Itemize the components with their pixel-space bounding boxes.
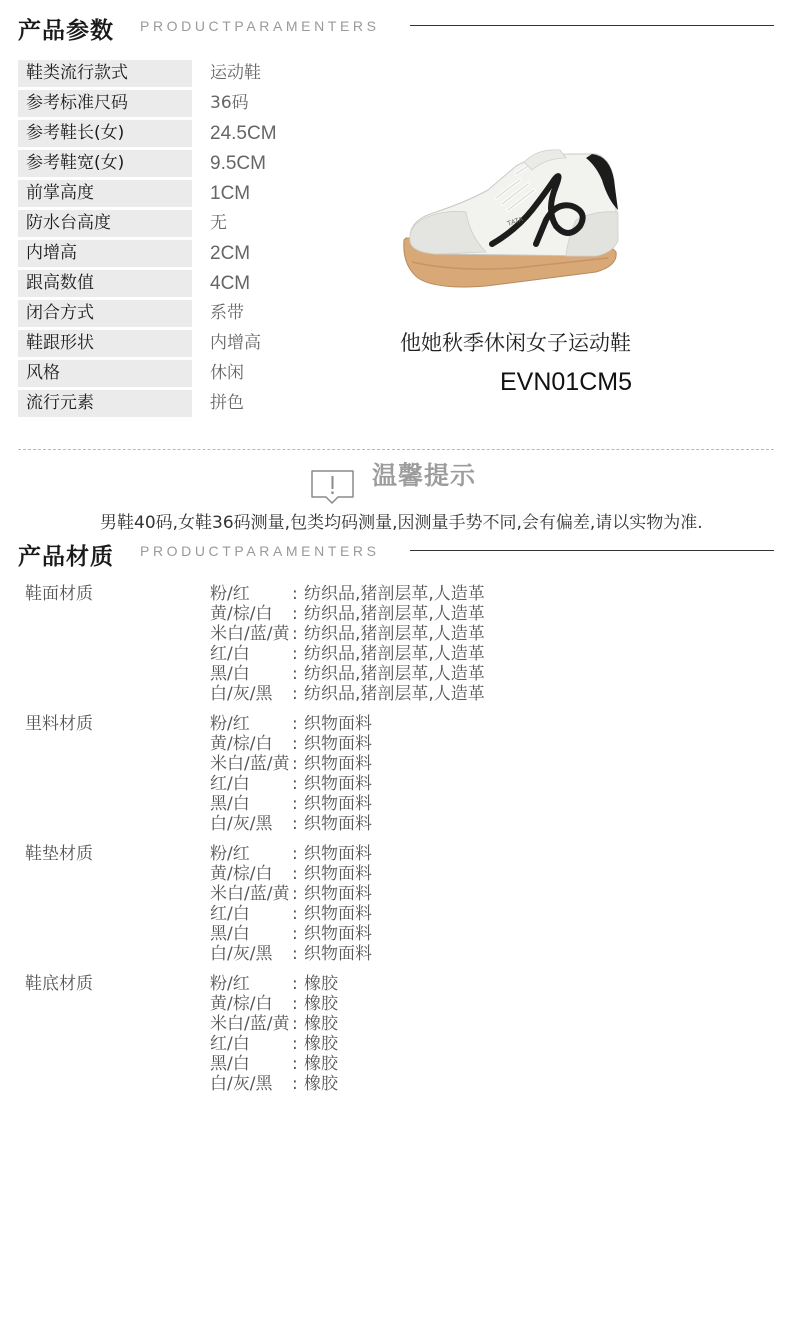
material-color: 米白/蓝/黄	[210, 624, 290, 644]
material-row	[210, 974, 338, 994]
material-value: 橡胶	[304, 1014, 338, 1034]
params-table	[18, 60, 398, 420]
params-section-rule	[410, 25, 774, 26]
material-color: 米白/蓝/黄	[210, 1014, 290, 1034]
material-row	[210, 1074, 338, 1094]
material-separator: :	[292, 814, 298, 834]
material-color: 黑/白	[210, 664, 250, 684]
material-color: 粉/红	[210, 584, 250, 604]
material-separator: :	[292, 994, 298, 1014]
param-row	[18, 90, 398, 120]
material-row	[210, 734, 372, 754]
material-value: 橡胶	[304, 1034, 338, 1054]
param-key: 参考标准尺码	[18, 90, 192, 117]
materials-section-subtitle: PRODUCTPARAMENTERS	[140, 543, 380, 559]
shoe-brand-text: TATA	[506, 216, 525, 228]
material-color: 黑/白	[210, 794, 250, 814]
material-color: 黄/棕/白	[210, 734, 273, 754]
material-separator: :	[292, 1014, 298, 1034]
material-separator: :	[292, 754, 298, 774]
param-row	[18, 60, 398, 90]
material-row	[210, 904, 372, 924]
param-value: 24.5CM	[210, 123, 277, 144]
material-separator: :	[292, 944, 298, 964]
material-separator: :	[292, 774, 298, 794]
material-row	[210, 1054, 338, 1074]
tip-text: 男鞋40码,女鞋36码测量,包类均码测量,因测量手势不同,会有偏差,请以实物为准.	[100, 513, 703, 533]
param-row	[18, 120, 398, 150]
material-row	[210, 754, 372, 774]
product-name: 他她秋季休闲女子运动鞋	[400, 331, 631, 355]
material-color: 红/白	[210, 774, 250, 794]
material-row	[210, 584, 485, 604]
param-value: 36码	[210, 93, 249, 113]
material-label: 鞋垫材质	[25, 844, 93, 864]
material-separator: :	[292, 604, 298, 624]
materials-list	[25, 584, 585, 1104]
material-row	[210, 714, 372, 734]
material-color: 白/灰/黑	[210, 684, 273, 704]
material-value: 纺织品,猪剖层革,人造革	[304, 624, 485, 644]
material-value: 纺织品,猪剖层革,人造革	[304, 604, 485, 624]
material-row	[210, 774, 372, 794]
param-value: 休闲	[210, 363, 244, 383]
material-value: 织物面料	[304, 924, 372, 944]
param-row	[18, 240, 398, 270]
dashed-divider	[18, 449, 774, 450]
material-value: 织物面料	[304, 904, 372, 924]
material-separator: :	[292, 884, 298, 904]
material-value: 织物面料	[304, 714, 372, 734]
material-group	[25, 714, 585, 844]
param-key: 风格	[18, 360, 192, 387]
material-value: 织物面料	[304, 754, 372, 774]
param-key: 跟高数值	[18, 270, 192, 297]
material-row	[210, 924, 372, 944]
material-separator: :	[292, 924, 298, 944]
param-row	[18, 150, 398, 180]
params-section-subtitle: PRODUCTPARAMENTERS	[140, 18, 380, 34]
material-color: 黄/棕/白	[210, 604, 273, 624]
param-value: 拼色	[210, 393, 244, 413]
material-value: 织物面料	[304, 944, 372, 964]
material-color: 黑/白	[210, 1054, 250, 1074]
material-color: 粉/红	[210, 714, 250, 734]
material-color: 红/白	[210, 644, 250, 664]
param-value: 内增高	[210, 333, 261, 353]
param-key: 鞋跟形状	[18, 330, 192, 357]
material-color: 粉/红	[210, 974, 250, 994]
param-value: 4CM	[210, 273, 251, 294]
material-value: 织物面料	[304, 734, 372, 754]
material-row	[210, 644, 485, 664]
param-key: 前掌高度	[18, 180, 192, 207]
material-separator: :	[292, 794, 298, 814]
param-key: 内增高	[18, 240, 192, 267]
material-color: 黄/棕/白	[210, 994, 273, 1014]
param-row	[18, 300, 398, 330]
materials-section-title: 产品材质	[18, 544, 114, 570]
material-label: 鞋底材质	[25, 974, 93, 994]
param-key: 防水台高度	[18, 210, 192, 237]
material-value: 橡胶	[304, 1074, 338, 1094]
material-value: 橡胶	[304, 1054, 338, 1074]
shoe-image	[396, 140, 626, 300]
material-row	[210, 994, 338, 1014]
param-value: 9.5CM	[210, 153, 266, 174]
material-value: 织物面料	[304, 794, 372, 814]
material-row	[210, 1034, 338, 1054]
material-separator: :	[292, 1074, 298, 1094]
material-label: 鞋面材质	[25, 584, 93, 604]
material-group	[25, 584, 585, 714]
material-color: 米白/蓝/黄	[210, 884, 290, 904]
material-color: 黄/棕/白	[210, 864, 273, 884]
material-color: 白/灰/黑	[210, 944, 273, 964]
material-separator: :	[292, 864, 298, 884]
param-value: 2CM	[210, 243, 251, 264]
material-value: 橡胶	[304, 974, 338, 994]
param-row	[18, 330, 398, 360]
material-row	[210, 884, 372, 904]
material-color: 粉/红	[210, 844, 250, 864]
material-separator: :	[292, 624, 298, 644]
material-value: 纺织品,猪剖层革,人造革	[304, 664, 485, 684]
param-key: 参考鞋宽(女)	[18, 150, 192, 177]
param-value: 系带	[210, 303, 244, 323]
materials-section-rule	[410, 550, 774, 551]
material-value: 织物面料	[304, 884, 372, 904]
material-separator: :	[292, 714, 298, 734]
param-value: 运动鞋	[210, 63, 261, 83]
product-code: EVN01CM5	[500, 368, 632, 396]
param-row	[18, 360, 398, 390]
material-group	[25, 974, 585, 1104]
material-row	[210, 944, 372, 964]
material-row	[210, 844, 372, 864]
material-color: 白/灰/黑	[210, 814, 273, 834]
material-row	[210, 624, 485, 644]
param-row	[18, 390, 398, 420]
params-section-title: 产品参数	[18, 18, 114, 44]
material-row	[210, 1014, 338, 1034]
material-row	[210, 664, 485, 684]
material-value: 织物面料	[304, 864, 372, 884]
material-value: 橡胶	[304, 994, 338, 1014]
material-color: 黑/白	[210, 924, 250, 944]
material-separator: :	[292, 1034, 298, 1054]
material-separator: :	[292, 904, 298, 924]
material-separator: :	[292, 734, 298, 754]
material-separator: :	[292, 684, 298, 704]
param-key: 参考鞋长(女)	[18, 120, 192, 147]
param-row	[18, 180, 398, 210]
material-color: 红/白	[210, 904, 250, 924]
material-row	[210, 864, 372, 884]
material-separator: :	[292, 664, 298, 684]
tip-title: 温馨提示	[372, 461, 477, 490]
param-row	[18, 270, 398, 300]
material-row	[210, 604, 485, 624]
material-value: 纺织品,猪剖层革,人造革	[304, 644, 485, 664]
material-separator: :	[292, 844, 298, 864]
speech-bubble-exclamation-icon	[310, 470, 355, 505]
param-value: 无	[210, 213, 227, 233]
material-separator: :	[292, 974, 298, 994]
material-color: 白/灰/黑	[210, 1074, 273, 1094]
param-key: 鞋类流行款式	[18, 60, 192, 87]
material-separator: :	[292, 644, 298, 664]
param-key: 流行元素	[18, 390, 192, 417]
param-value: 1CM	[210, 183, 251, 204]
material-color: 红/白	[210, 1034, 250, 1054]
material-color: 米白/蓝/黄	[210, 754, 290, 774]
material-separator: :	[292, 584, 298, 604]
param-row	[18, 210, 398, 240]
material-value: 纺织品,猪剖层革,人造革	[304, 684, 485, 704]
material-row	[210, 684, 485, 704]
material-row	[210, 794, 372, 814]
material-separator: :	[292, 1054, 298, 1074]
material-value: 织物面料	[304, 774, 372, 794]
material-value: 织物面料	[304, 844, 372, 864]
material-label: 里料材质	[25, 714, 93, 734]
material-value: 纺织品,猪剖层革,人造革	[304, 584, 485, 604]
material-row	[210, 814, 372, 834]
param-key: 闭合方式	[18, 300, 192, 327]
material-group	[25, 844, 585, 974]
material-value: 织物面料	[304, 814, 372, 834]
